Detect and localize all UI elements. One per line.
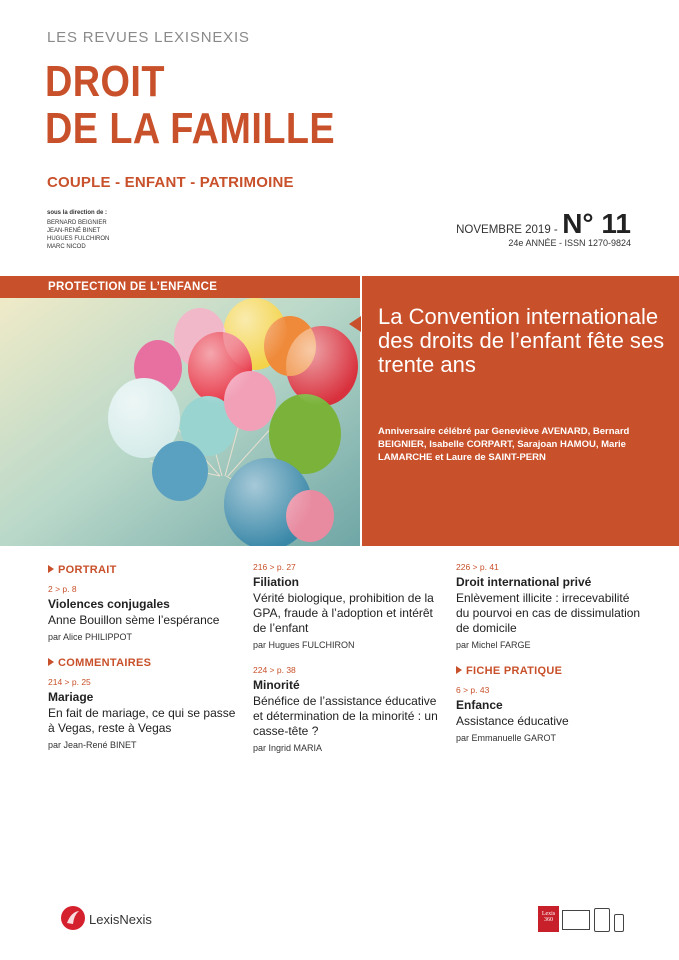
page-ref: 216 > p. 27 xyxy=(253,562,296,572)
brand-name: LexisNexis xyxy=(89,912,152,927)
section-heading: COMMENTAIRES xyxy=(48,657,238,669)
laptop-icon xyxy=(562,910,590,930)
director-name: BERNARD BEIGNIER xyxy=(47,220,107,226)
director-name: JEAN-RENÉ BINET xyxy=(47,228,101,234)
article-author: par Alice PHILIPPOT xyxy=(48,632,133,642)
article-item[interactable] xyxy=(456,685,646,743)
page-ref: 2 > p. 8 xyxy=(48,584,77,594)
article-author: par Ingrid MARIA xyxy=(253,743,323,753)
page-ref: 214 > p. 25 xyxy=(48,677,91,687)
section-heading: PORTRAIT xyxy=(48,564,238,576)
feature-title: La Convention internationale des droits de l’enfant fête ses trente ans xyxy=(378,304,665,377)
balloons-image-icon xyxy=(0,276,360,546)
issue-year-issn: 24e ANNÉE - ISSN 1270-9824 xyxy=(508,238,631,248)
director-name: HUGUES FULCHIRON xyxy=(47,236,110,242)
triangle-right-icon xyxy=(456,666,462,674)
article-title: Droit international privé xyxy=(456,575,592,589)
triangle-right-icon xyxy=(48,658,54,666)
article-summary: Anne Bouillon sème l’espérance xyxy=(48,613,220,627)
lexisnexis-logo-icon xyxy=(61,906,85,930)
article-author: par Jean-René BINET xyxy=(48,740,137,750)
lexis360-badge xyxy=(538,906,633,934)
journal-title-line2: DE LA FAMILLE xyxy=(45,104,336,153)
article-summary: Assistance éducative xyxy=(456,714,569,728)
journal-title-line1: DROIT xyxy=(45,57,165,106)
page-ref: 224 > p. 38 xyxy=(253,665,296,675)
article-title: Minorité xyxy=(253,678,300,692)
article-summary: Vérité biologique, prohibition de la GPA, fraude à l’adoption et intérêt de l’enfant xyxy=(253,591,434,635)
article-item[interactable] xyxy=(456,562,646,650)
lexis360-icon: Lexis 360 xyxy=(538,906,559,932)
article-item[interactable] xyxy=(48,677,238,750)
journal-title xyxy=(45,58,335,152)
direction-heading: sous la direction de : xyxy=(47,210,108,216)
contents-column-1 xyxy=(48,562,238,765)
editorial-direction xyxy=(47,209,109,251)
article-summary: Enlèvement illicite : irrecevabilité du pourvoi en cas de dissimulation de domicile xyxy=(456,591,641,635)
article-title: Enfance xyxy=(456,698,503,712)
article-title: Filiation xyxy=(253,575,299,589)
issue-number: N° 11 xyxy=(562,208,631,239)
feature-panel xyxy=(362,276,679,546)
balloons-photo xyxy=(0,276,360,546)
cover-feature xyxy=(0,276,679,546)
section-label: PROTECTION DE L’ENFANCE xyxy=(48,281,218,293)
article-title: Mariage xyxy=(48,690,94,704)
phone-icon xyxy=(614,914,624,932)
article-title: Violences conjugales xyxy=(48,597,170,611)
article-summary: Bénéfice de l’assistance éducative et détermination de la minorité : un casse-tête ? xyxy=(253,694,438,738)
article-author: par Emmanuelle GAROT xyxy=(456,733,557,743)
article-summary: En fait de mariage, ce qui se passe à Vegas, reste à Vegas xyxy=(48,706,236,735)
page-ref: 226 > p. 41 xyxy=(456,562,499,572)
section-heading: FICHE PRATIQUE xyxy=(456,665,646,677)
article-item[interactable] xyxy=(48,584,238,642)
page-ref: 6 > p. 43 xyxy=(456,685,490,695)
article-item[interactable] xyxy=(253,562,443,650)
article-author: par Hugues FULCHIRON xyxy=(253,640,355,650)
director-name: MARC NICOD xyxy=(47,244,86,250)
issue-date: NOVEMBRE 2019 - xyxy=(456,224,558,236)
article-author: par Michel FARGE xyxy=(456,640,531,650)
triangle-right-icon xyxy=(48,565,54,573)
contents-column-2 xyxy=(253,562,443,768)
journal-subtitle: COUPLE - ENFANT - PATRIMOINE xyxy=(47,174,294,191)
tablet-icon xyxy=(594,908,610,932)
series-name: LES REVUES LEXISNEXIS xyxy=(47,29,250,46)
contents-column-3 xyxy=(456,562,646,758)
lexisnexis-logo xyxy=(61,906,181,932)
issue-info xyxy=(456,208,631,248)
article-item[interactable] xyxy=(253,665,443,753)
section-label-band xyxy=(0,276,360,298)
feature-authors: Anniversaire célébré par Geneviève AVENARD, Bernard BEIGNIER, Isabelle CORPART, Sarajoan HAMOU, Marie LAMARCHE et Laure de SAINT-PERN xyxy=(378,426,630,463)
pointer-notch xyxy=(349,316,361,332)
